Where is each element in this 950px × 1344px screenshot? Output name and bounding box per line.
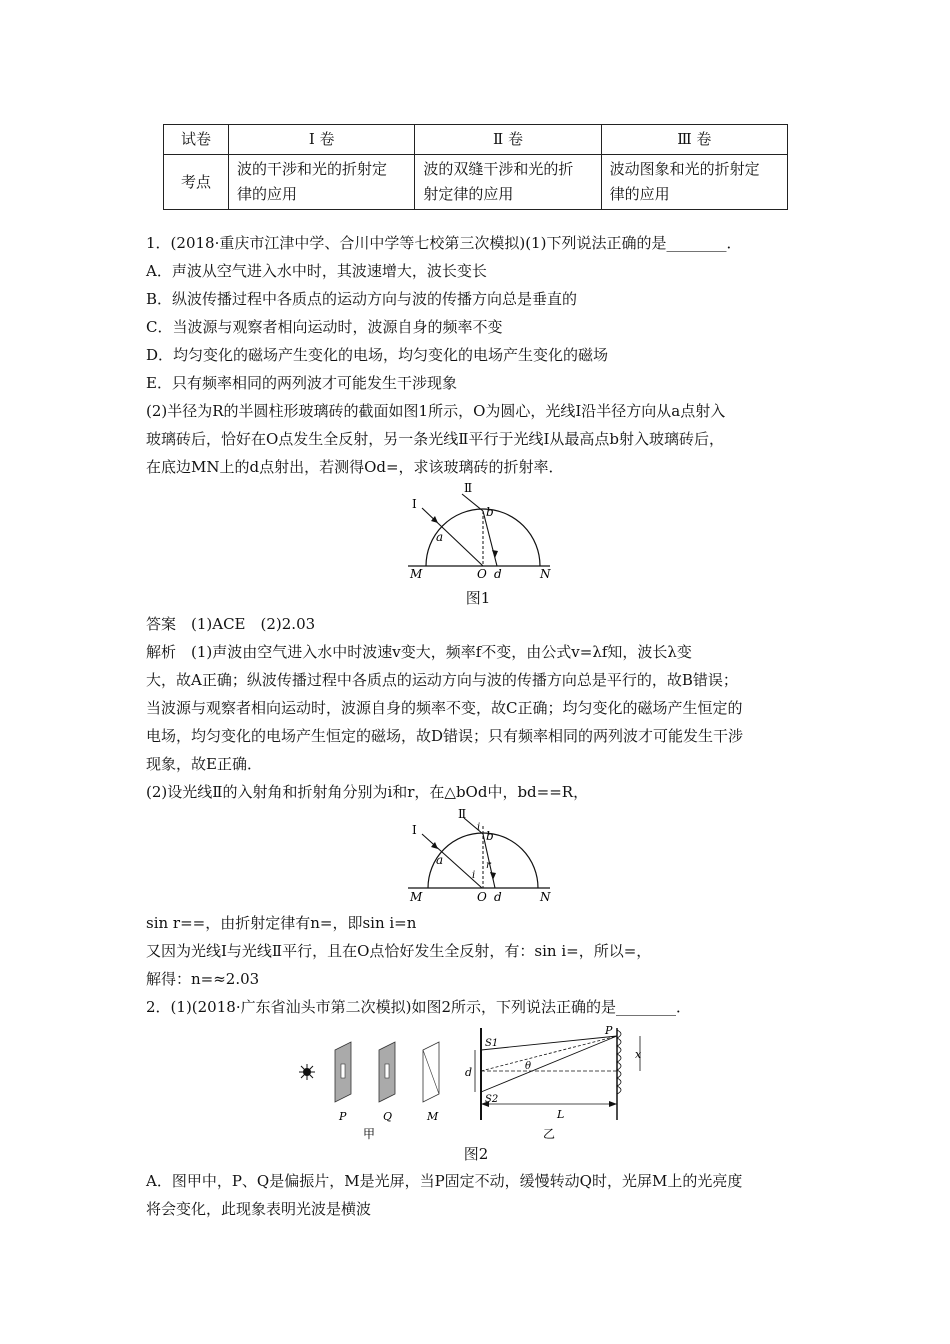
- table-header-cell: 试卷: [164, 125, 229, 155]
- cell-line: 射定律的应用: [423, 185, 514, 203]
- label-n: N: [540, 890, 551, 904]
- figure-1-solution: [400, 806, 560, 906]
- figure-1-caption: 图1: [465, 589, 491, 607]
- table-cell: [229, 155, 415, 210]
- question-1-stem: 1．(2018·重庆市江津中学、合川中学等七校第三次模拟)(1)下列说法正确的是________．: [146, 234, 742, 252]
- label-m: M: [427, 1110, 439, 1123]
- arrow-icon: [492, 550, 498, 558]
- label-a: a: [436, 530, 444, 544]
- light-rays-icon: [299, 1064, 315, 1080]
- table-header-cell: Ⅱ 卷: [415, 125, 601, 155]
- right-caption: 乙: [543, 1127, 556, 1140]
- answer-line: 答案 (1)ACE (2)2.03: [146, 615, 316, 633]
- cell-line: 律的应用: [237, 185, 298, 203]
- table-header-row: [164, 125, 788, 155]
- table-row-label: 考点: [164, 155, 229, 210]
- angle-line: [481, 1036, 617, 1071]
- option-c: C．当波源与观察者相向运动时，波源自身的频率不变: [146, 318, 503, 336]
- analysis-line: 解得：n=≈2.03: [146, 970, 260, 988]
- analysis-line: 大，故A正确；纵波传播过程中各质点的运动方向与波的传播方向总是平行的，故B错误；: [146, 671, 738, 689]
- label-s2: S2: [485, 1094, 499, 1105]
- option-d: D．均匀变化的磁场产生变化的电场，均匀变化的电场产生变化的磁场: [146, 346, 609, 364]
- option-b: B．纵波传播过程中各质点的运动方向与波的传播方向总是垂直的: [146, 290, 578, 308]
- question-2-option-a: A．图甲中，P、Q是偏振片，M是光屏，当P固定不动，缓慢转动Q时，光屏M上的光亮度: [146, 1172, 743, 1190]
- label-i-top: i: [477, 822, 481, 833]
- figure-2-caption: 图2: [463, 1145, 489, 1163]
- analysis-line: 解析 (1)声波由空气进入水中时波速v变大，频率f不变，由公式v=λf知，波长λ变: [146, 643, 692, 661]
- analysis-line: sin r==，由折射定律有n=，即sin i=n: [146, 914, 417, 932]
- figure-2-left: [299, 1042, 439, 1140]
- figure-2-right: [465, 1024, 642, 1140]
- ray-s2: [481, 1036, 617, 1092]
- label-l: L: [557, 1108, 565, 1121]
- ray-s1: [481, 1036, 617, 1050]
- question-2-stem: 2．(1)(2018·广东省汕头市第二次模拟)如图2所示，下列说法正确的是________．: [146, 998, 691, 1016]
- figure-2: [295, 1022, 665, 1140]
- label-theta: θ: [525, 1061, 532, 1072]
- label-b: b: [486, 505, 494, 519]
- table-cell: [415, 155, 601, 210]
- exam-table: [163, 124, 788, 210]
- label-ray-2: Ⅱ: [458, 807, 467, 821]
- label-d: d: [465, 1066, 473, 1079]
- label-r: r: [486, 860, 491, 871]
- analysis-line: 又因为光线Ⅰ与光线Ⅱ平行，且在O点恰好发生全反射，有：sin i=，所以=，: [146, 942, 652, 960]
- label-d: d: [494, 567, 502, 581]
- label-n: N: [540, 567, 551, 581]
- label-x: x: [635, 1048, 642, 1061]
- label-ray-2: Ⅱ: [464, 481, 473, 495]
- ray-1: [422, 508, 483, 566]
- cell-line: 波的干涉和光的折射定: [237, 160, 388, 178]
- ray-2: [462, 494, 483, 511]
- cell-line: 波动图象和光的折射定: [609, 160, 760, 178]
- figure-1: [400, 478, 560, 584]
- table-cell: [601, 155, 787, 210]
- label-q: Q: [383, 1110, 393, 1123]
- question-1-part2: 玻璃砖后，恰好在O点发生全反射，另一条光线Ⅱ平行于光线Ⅰ从最高点b射入玻璃砖后，: [146, 430, 725, 448]
- option-a: A．声波从空气进入水中时，其波速增大，波长变长: [146, 262, 487, 280]
- slit-icon: [385, 1064, 389, 1078]
- cell-line: 律的应用: [609, 185, 670, 203]
- table-header-cell: Ⅰ 卷: [229, 125, 415, 155]
- label-p: P: [339, 1110, 347, 1123]
- label-d: d: [494, 890, 502, 904]
- label-ray-1: Ⅰ: [412, 497, 417, 511]
- label-o: O: [477, 567, 487, 581]
- table-row: [164, 155, 788, 210]
- slit-icon: [341, 1064, 345, 1078]
- analysis-line: 现象，故E正确．: [146, 755, 262, 773]
- arrow-icon: [609, 1101, 617, 1107]
- cell-line: 波的双缝干涉和光的折: [423, 160, 574, 178]
- label-ray-1: Ⅰ: [412, 823, 417, 837]
- question-2-option-a: 将会变化，此现象表明光波是横波: [146, 1200, 372, 1218]
- option-e: E．只有频率相同的两列波才可能发生干涉现象: [146, 374, 457, 392]
- question-1-part2: 在底边MN上的d点射出，若测得Od=，求该玻璃砖的折射率．: [146, 458, 564, 476]
- label-i-bottom: i: [472, 870, 476, 881]
- label-a: a: [436, 853, 444, 867]
- label-p: P: [605, 1024, 613, 1037]
- label-m: M: [410, 567, 423, 581]
- label-m: M: [410, 890, 423, 904]
- label-b: b: [486, 829, 494, 843]
- left-caption: 甲: [363, 1127, 376, 1140]
- arrow-icon: [490, 872, 496, 880]
- refracted-ray: [483, 511, 497, 566]
- label-o: O: [477, 890, 487, 904]
- label-s1: S1: [485, 1038, 499, 1049]
- question-1-part2: (2)半径为R的半圆柱形玻璃砖的截面如图1所示，O为圆心，光线Ⅰ沿半径方向从a点射入: [146, 402, 726, 420]
- analysis-line: 电场，均匀变化的电场产生恒定的磁场，故D错误；只有频率相同的两列波才可能发生干涉: [146, 727, 744, 745]
- analysis-line: 当波源与观察者相向运动时，波源自身的频率不变，故C正确；均匀变化的磁场产生恒定的: [146, 699, 743, 717]
- analysis-line: (2)设光线Ⅱ的入射角和折射角分别为i和r，在△bOd中，bd==R，: [146, 783, 589, 801]
- table-header-cell: Ⅲ 卷: [601, 125, 787, 155]
